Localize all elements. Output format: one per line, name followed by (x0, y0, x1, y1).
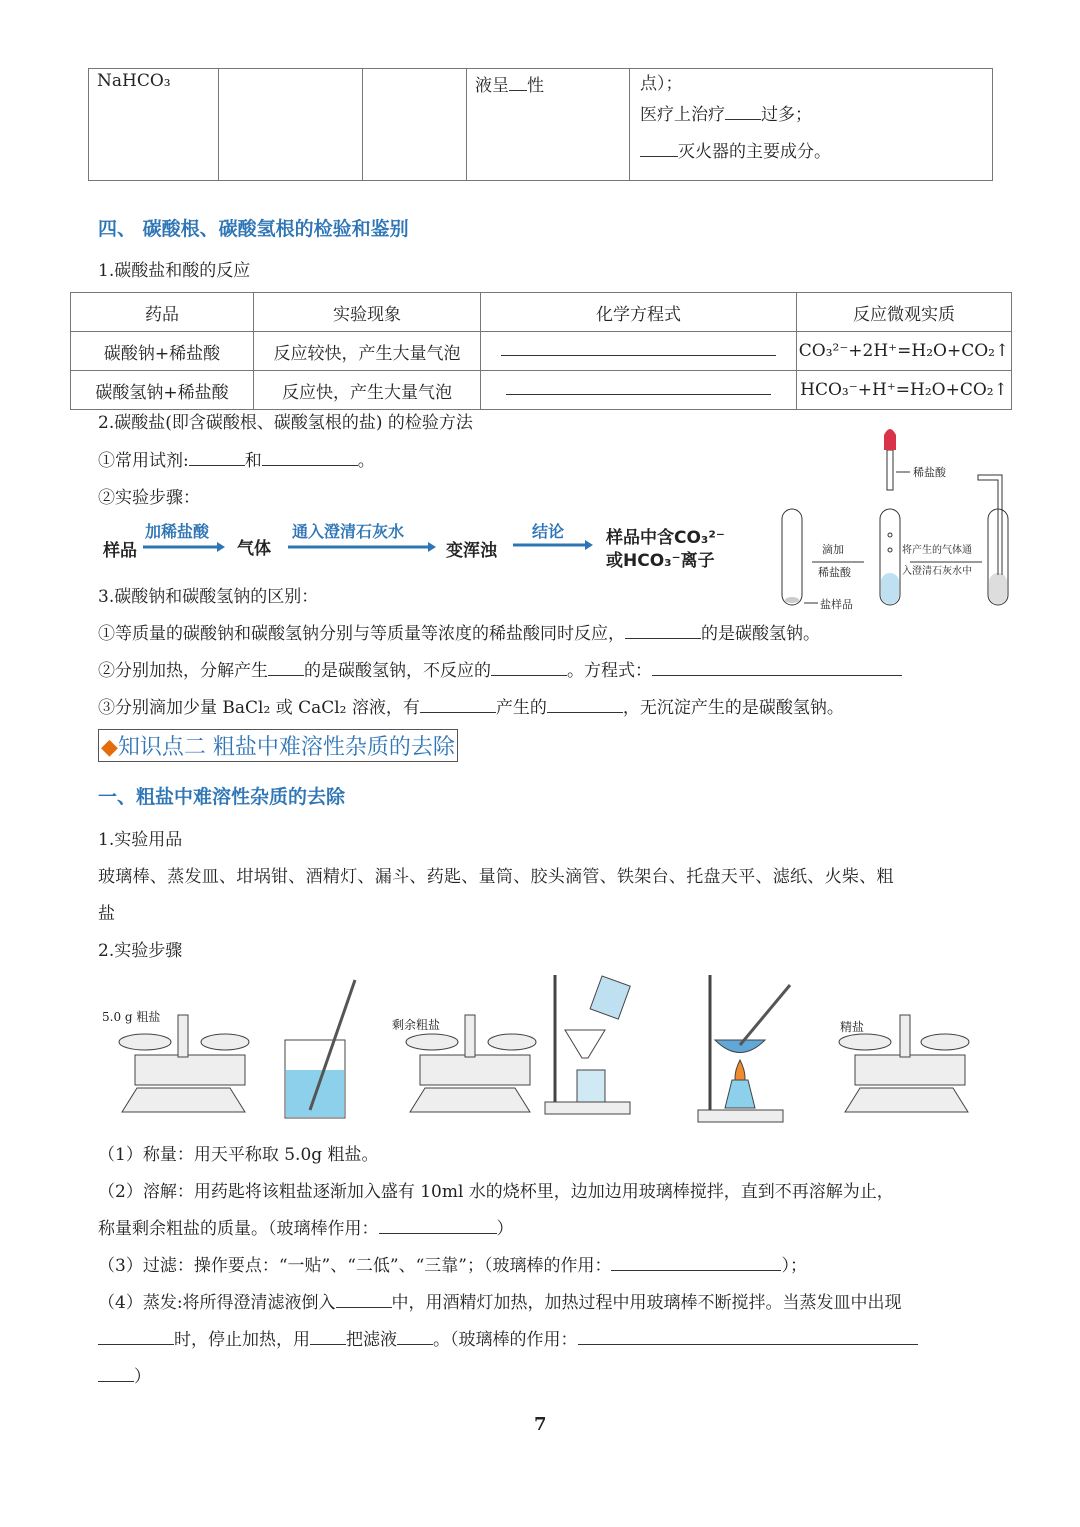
step-3 (98, 1251, 807, 1276)
blank (611, 1256, 781, 1271)
table-header-row (71, 293, 1012, 332)
text: 。（玻璃棒的作用： (433, 1330, 578, 1350)
supplies-list: 玻璃棒、蒸发皿、坩埚钳、酒精灯、漏斗、药匙、量筒、胶头滴管、铁架台、托盘天平、滤纸、火柴、粗 (98, 867, 894, 887)
blank (397, 1330, 433, 1345)
blank (509, 76, 527, 91)
flow-node: 样品 (103, 541, 137, 561)
cell-text: 性 (527, 76, 544, 96)
text: ①常用试剂: (98, 451, 189, 471)
text: （3）过滤：操作要点：“一贴”、“二低”、“三靠”；（玻璃棒的作用： (98, 1256, 612, 1276)
subheading: 2.碳酸盐(即含碳酸根、碳酸氢根的盐) 的检验方法 (98, 413, 473, 433)
arrow-icon (288, 542, 436, 552)
cell-text: 过多； (761, 105, 812, 125)
cell-empty (363, 69, 467, 181)
header-cell: 实验现象 (254, 293, 481, 332)
header-cell: 化学方程式 (481, 293, 797, 332)
text: 。方程式： (567, 661, 652, 681)
figure-label: 盐样品 (820, 598, 853, 611)
flow-arrow-label: 结论 (532, 522, 565, 541)
text: 称量剩余粗盐的质量。（玻璃棒作用： (98, 1219, 379, 1239)
blank (336, 1293, 392, 1308)
subheading: 1.实验用品 (98, 830, 183, 850)
section-heading: 四、 碳酸根、碳酸氢根的检验和鉴别 (98, 218, 409, 240)
flow-arrow-label: 加稀盐酸 (145, 522, 210, 541)
blank (652, 661, 902, 676)
top-table (88, 68, 993, 181)
subheading: 3.碳酸钠和碳酸氢钠的区别： (98, 587, 319, 607)
table-cell: 碳酸氢钠+稀盐酸 (71, 371, 254, 410)
cell-text: 灭火器的主要成分。 (678, 142, 831, 162)
figure-label: 稀盐酸 (913, 466, 946, 479)
figure-label: 稀盐酸 (818, 566, 851, 579)
table-cell: CO₃²⁻+2H⁺=H₂O+CO₂↑ (797, 332, 1012, 371)
cell-solution-nature (467, 69, 630, 181)
test-tubes-illustration (770, 425, 1030, 615)
header-cell: 药品 (71, 293, 254, 332)
subheading: 2.实验步骤 (98, 941, 183, 961)
cell-formula (89, 69, 219, 181)
text: ） (496, 1219, 514, 1239)
supplies-list-cont: 盐 (98, 904, 115, 924)
blank (310, 1330, 346, 1345)
text: ①等质量的碳酸钠和碳酸氢钠分别与等质量等浓度的稀盐酸同时反应， (98, 624, 625, 644)
blank (625, 624, 701, 639)
blank (379, 1219, 497, 1234)
figure-label: 滴加 (822, 543, 844, 556)
step-2: （2）溶解：用药匙将该粗盐逐渐加入盛有 10ml 水的烧杯里，边加边用玻璃棒搅拌，直到不再溶解为止， (98, 1182, 894, 1202)
cell-uses (630, 69, 993, 181)
table-cell: HCO₃⁻+H⁺=H₂O+CO₂↑ (797, 371, 1012, 410)
cell-text: 点）； (640, 74, 683, 94)
figure-label: 将产生的气体通 (902, 545, 972, 556)
step-1: （1）称量：用天平称取 5.0g 粗盐。 (98, 1145, 379, 1165)
blank (491, 661, 567, 676)
apparatus-illustration (100, 970, 980, 1130)
step-4-end (98, 1362, 151, 1387)
equation-blank (481, 332, 797, 371)
table-cell: 反应较快，产生大量气泡 (254, 332, 481, 371)
cell-text: 医疗上治疗 (640, 105, 725, 125)
step-2-cont (98, 1214, 514, 1239)
text: 和 (244, 451, 262, 471)
equation-blank (481, 371, 797, 410)
flow-arrow-label: 通入澄清石灰水 (292, 522, 405, 541)
text: ②分别加热，分解产生 (98, 661, 268, 681)
text: 时，停止加热，用 (174, 1330, 310, 1350)
text: 把滤液 (346, 1330, 397, 1350)
text: ）； (781, 1256, 807, 1276)
flow-node: 样品中含CO₃²⁻ (606, 528, 725, 548)
blank (578, 1330, 918, 1345)
figure-label: 剩余粗盐 (392, 1018, 441, 1032)
text: ③分别滴加少量 BaCl₂ 或 CaCl₂ 溶液，有 (98, 698, 420, 718)
step-4-cont (98, 1325, 918, 1350)
table-cell: 反应快，产生大量气泡 (254, 371, 481, 410)
blank (420, 698, 496, 713)
arrow-icon (513, 540, 593, 550)
figure-label: 入澄清石灰水中 (902, 566, 972, 577)
title-text: 知识点二 粗盐中难溶性杂质的去除 (117, 735, 455, 760)
blank (262, 451, 358, 466)
diamond-icon: ◆ (101, 735, 118, 760)
text: 的是碳酸氢钠，不反应的 (304, 661, 491, 681)
figure-label: 5.0 g 粗盐 (102, 1010, 161, 1024)
text: ） (134, 1367, 151, 1387)
blank (98, 1330, 174, 1345)
steps-label: ②实验步骤： (98, 488, 200, 508)
formula-text: NaHCO₃ (97, 71, 171, 91)
test-tube-figure (770, 425, 1030, 615)
reagents-line (98, 446, 375, 471)
section-heading: 一、粗盐中难溶性杂质的去除 (98, 786, 346, 808)
blank (268, 661, 304, 676)
text: 。 (357, 451, 375, 471)
blank (547, 698, 623, 713)
table-row (71, 332, 1012, 371)
blank (98, 1367, 134, 1382)
blank (189, 451, 245, 466)
text: 的是碳酸氢钠。 (701, 624, 820, 644)
blank (725, 105, 761, 120)
flow-node: 变浑浊 (446, 541, 497, 561)
header-cell: 反应微观实质 (797, 293, 1012, 332)
reaction-table (70, 292, 1012, 410)
blank (640, 142, 678, 157)
arrow-icon (143, 542, 225, 552)
apparatus-figure (100, 970, 980, 1130)
knowledge-point-title (98, 729, 458, 762)
cell-text: 液呈 (475, 76, 509, 96)
table-cell: 碳酸钠+稀盐酸 (71, 332, 254, 371)
text: ，无沉淀产生的是碳酸氢钠。 (622, 698, 844, 718)
text: 中，用酒精灯加热，加热过程中用玻璃棒不断搅拌。当蒸发皿中出现 (391, 1293, 902, 1313)
flow-node: 气体 (237, 539, 271, 559)
cell-empty (219, 69, 363, 181)
table-row (71, 371, 1012, 410)
difference-2 (98, 656, 902, 681)
subheading: 1.碳酸盐和酸的反应 (98, 261, 251, 281)
figure-label: 精盐 (840, 1020, 865, 1034)
text: 产生的 (495, 698, 547, 718)
flow-node: 或HCO₃⁻离子 (606, 551, 715, 571)
text: （4）蒸发:将所得澄清滤液倒入 (98, 1293, 336, 1313)
page-number: 7 (534, 1414, 547, 1435)
step-4 (98, 1288, 902, 1313)
difference-1 (98, 619, 820, 644)
difference-3 (98, 693, 844, 718)
